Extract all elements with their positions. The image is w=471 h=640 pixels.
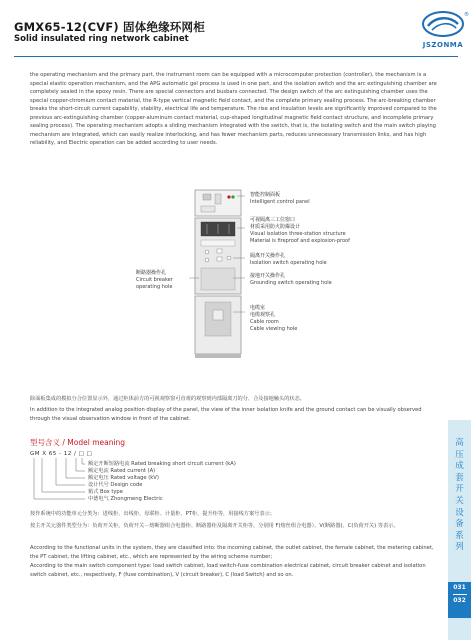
switch-types-zh: 按主开关元器件类型分为：负荷开关柜，负荷开关－熔断器组合电器柜、断路器柜及隔离开关柜等，分别用 F(熔丝组合电器）、V(断路器)、C(负荷开关) 等表示。: [30, 523, 399, 529]
model-code: GM X 65 - 12 / □ □: [30, 451, 93, 457]
side-category-text: 高 压 成 套 开 关 设 备 系 列: [455, 438, 464, 553]
panel-paragraph-en: In addition to the integrated analog position display of the panel, the view of the inner isolation knife and the ground contact can be visually observed through the visual observation window in front of the cabinet.: [30, 407, 422, 422]
page-number-bottom: 032: [453, 597, 466, 604]
page-title: GMX65-12(CVF) 固体绝缘环网柜: [14, 20, 205, 34]
section-title-model: 型号含义 / Model meaning: [30, 438, 126, 447]
breaker-hole-label: 断路器操作孔 Circuit breaker operating hole: [136, 270, 173, 290]
cabinet-illustration: [193, 188, 243, 360]
grounding-hole-label: 接地开关操作孔 Grounding switch operating hole: [250, 273, 332, 286]
window-label: 可视隔离三工位窗口 材质采用防火防爆设计 Visual isolation three-station structure Material is fireproof and explosion-proof: [250, 217, 350, 244]
page-number-top: 031: [453, 584, 466, 591]
cable-room-label: 电缆室 电缆观察孔 Cable room Cable viewing hole: [250, 305, 298, 332]
control-panel-label: 智能控制面板 Intelligent control panel: [250, 192, 310, 205]
page-number-badge: [448, 582, 471, 618]
model-line-breaking-current: 额定开断短路电流 Rated breaking short circuit current (kA): [88, 461, 236, 467]
model-line-manufacturer: 中德电气 Zhongmeng Electric: [88, 496, 163, 502]
function-units-zh: 按作系统中的功能单元分类为：进线柜、出线柜、母联柜、计量柜、PT柜、提升柜等，用接线方案号表示；: [30, 511, 275, 517]
panel-paragraph-zh: 除面板集成的模拟分合位置显示外，通过柜体前方的可视观察窗可直观的观察到内部隔离刀的分、合及接地触头的状态。: [30, 396, 305, 402]
model-line-rated-current: 额定电流 Rated current (A): [88, 468, 156, 474]
page-subtitle: Solid insulated ring network cabinet: [14, 34, 189, 44]
brand-logo: [418, 10, 468, 54]
brand-logo-mark-icon: [418, 10, 468, 42]
model-line-rated-voltage: 额定电压 Rated voltage (kV): [88, 475, 159, 481]
model-bracket-diagram: [30, 458, 86, 516]
function-units-en: According to the functional units in the system, they are classified into: the incoming cabinet, the outlet cabinet, the female cabinet, the metering cabinet, the PT cabinet, the lifting cabinet, etc., which are represented by the wiring scheme number;: [30, 545, 434, 560]
intro-paragraph: the operating mechanism and the primary part, the instrument room can be equipped with a microcomputer protection (controller), the mechanism is a special elastic operation mechanism, and the APG automatic gel process is used in one part, and the isolation switch and the arc extinguishing chamber are completely sealed in the epoxy resin. There are special connectors and busbars connected. The design switch of the arc extinguishing chamber uses the special copper-chromium contact material, the R-type vertical magnetic field contact, and the complete primary sealing process. The arc-breaking chamber breaks the short-circuit current capability, stability, electrical life and temperature. The rise and insulation levels are significantly improved compared to the previous arc-extinguishing chamber (copper-aluminum contact material, cup-shaped longitudinal magnetic field contact structure, and incomplete primary sealing process). The operating mechanism adopts a sliding mechanism integrated with the switch, that is, the isolating switch and the main switch playing mechanism are integrated, which can easily realize interlocking, and has fewer mechanism parts, reduces unnecessary transmission links, and has high reliability, and Electric operation can be added according to user needs.: [30, 72, 437, 146]
model-line-design-code: 设计代号 Design code: [88, 482, 143, 488]
svg-text:®: ®: [464, 12, 469, 18]
model-line-box-type: 箱式 Box type: [88, 489, 123, 495]
switch-types-en: According to the main switch component type: load switch cabinet, load switch-fuse combination electrical cabinet, circuit breaker cabinet and isolation switch cabinet, etc., respectively, F (fuse combination), V (circuit breaker), C (load Switch) and so on.: [30, 563, 426, 578]
brand-name: JSZONMA: [422, 41, 464, 49]
isolation-hole-label: 隔离开关操作孔 Isolation switch operating hole: [250, 253, 327, 266]
header-divider: [14, 56, 458, 57]
